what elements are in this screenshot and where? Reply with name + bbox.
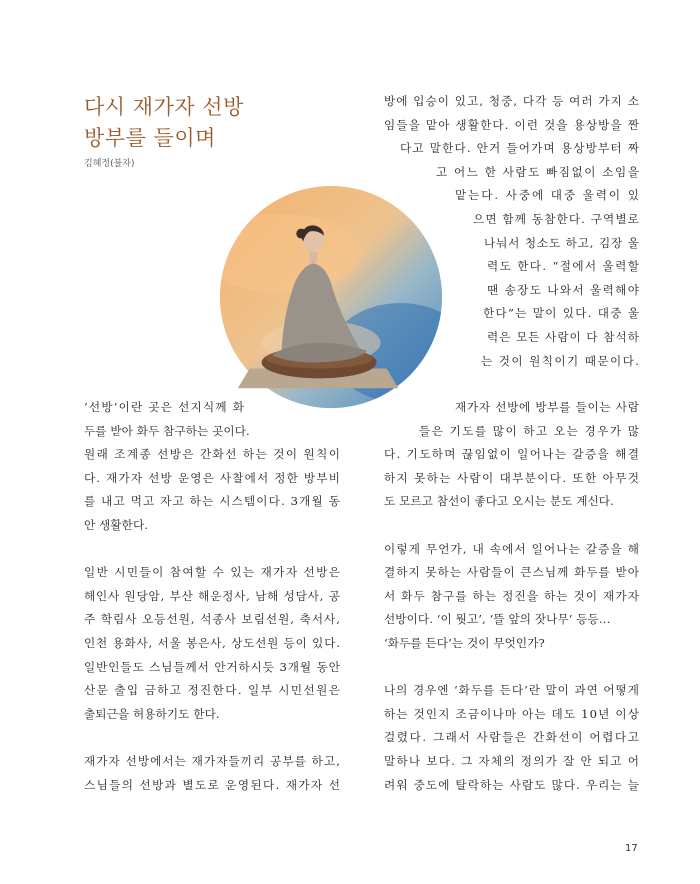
text-line: 원래 조계종 선방은 간화선 하는 것이 원칙이 (84, 447, 342, 462)
text-line: 력은 모든 사람이 다 참석하 (487, 330, 640, 344)
author-byline: 김혜정(불자) (84, 159, 135, 169)
text-line: 선방이다. ‘이 뭣고’, ‘뜰 앞의 잣나무’ 등등… (384, 612, 611, 627)
text-line: 방에 입승이 있고, 청중, 다각 등 여러 가지 소 (384, 94, 640, 108)
text-line: 들은 기도를 많이 하고 오는 경우가 많 (419, 423, 641, 438)
text-line: 다. 기도하며 끊임없이 일어나는 갈증을 해결 (384, 447, 641, 462)
text-line: 이렇게 무언가, 내 속에서 일어나는 갈증을 해 (384, 541, 641, 556)
text-line: 한다”는 말이 있다. 대중 울 (483, 306, 641, 321)
text-line: 으면 함께 동참한다. 구역별로 (473, 212, 641, 226)
text-line: 두를 받아 화두 참구하는 곳이다. (84, 423, 250, 438)
text-line: 결하지 못하는 사람들이 큰스님께 화두를 받아 (384, 565, 640, 580)
article-title (84, 92, 244, 154)
meditating-person-illustration (212, 184, 450, 422)
text-line: ‘화두를 든다’는 것이 무엇인가? (384, 636, 545, 650)
text-line: 일반인들도 스님들께서 안거하시듯 3개월 동안 (84, 659, 341, 674)
text-line: 출퇴근을 허용하기도 한다. (84, 706, 220, 721)
text-line: 해인사 원당암, 부산 해운정사, 남해 성담사, 공 (84, 588, 341, 603)
text-line: 도 모르고 참선이 좋다고 오시는 분도 계신다. (384, 494, 614, 509)
text-line: 서 화두 참구를 하는 정진을 하는 것이 재가자 (384, 588, 641, 603)
page-number: 17 (625, 843, 638, 854)
text-line: 는 것이 원칙이기 때문이다. (481, 353, 641, 368)
text-line: 재가자 선방에서는 재가자들끼리 공부를 하고, (84, 754, 341, 768)
text-line: 를 내고 먹고 자고 하는 시스템이다. 3개월 동 (84, 494, 342, 509)
text-line: 고 어느 한 사람도 빠짐없이 소임을 (436, 164, 641, 179)
text-line: 하지 못하는 사람이 대부분이다. 또한 아무것 (384, 470, 641, 485)
text-line: 력도 한다. “절에서 울력할 (487, 259, 641, 274)
text-line: 나눠서 청소도 하고, 김장 울 (484, 235, 640, 250)
text-line: 땐 송장도 나와서 울력해야 (487, 282, 641, 297)
text-line: 려워 중도에 탈락하는 사람도 많다. 우리는 늘 (384, 777, 641, 792)
title-line-2: 방부를 들이며 (84, 126, 216, 150)
text-line: 임들을 맡아 생활한다. 이런 것을 용상방을 짠 (384, 117, 641, 132)
text-line: 하는 것인지 조금이나마 아는 데도 10년 이상 (384, 706, 641, 721)
text-line: 말하나 보다. 그 자체의 정의가 잘 안 되고 어 (384, 754, 641, 768)
text-line: 주 학림사 오등선원, 석종사 보림선원, 축서사, (84, 612, 341, 627)
text-line: 다. 재가자 선방 운영은 사찰에서 정한 방부비 (84, 470, 342, 485)
text-line: 맡는다. 사중에 대중 울력이 있 (455, 188, 641, 203)
text-line: 안 생활한다. (84, 518, 149, 532)
text-line: 산문 출입 금하고 정진한다. 일부 시민선원은 (84, 683, 342, 698)
text-line: 걸렸다. 그래서 사람들은 간화선이 어렵다고 (384, 730, 641, 745)
text-line: 재가자 선방에 방부를 들이는 사람 (455, 400, 640, 414)
text-line: 나의 경우엔 ‘화두를 든다’란 말이 과연 어떻게 (384, 683, 640, 698)
text-line: 인천 용화사, 서울 봉은사, 상도선원 등이 있다. (84, 636, 341, 650)
text-line: 스님들의 선방과 별도로 운영된다. 재가자 선 (84, 777, 342, 792)
title-line-1: 다시 재가자 선방 (84, 95, 244, 119)
text-line: 일반 시민들이 참여할 수 있는 재가자 선방은 (84, 565, 342, 580)
text-line: 다고 말한다. 안거 들어가며 용상방부터 짜 (400, 141, 641, 156)
text-line: ‘선방’이란 곳은 선지식께 화 (84, 400, 246, 414)
